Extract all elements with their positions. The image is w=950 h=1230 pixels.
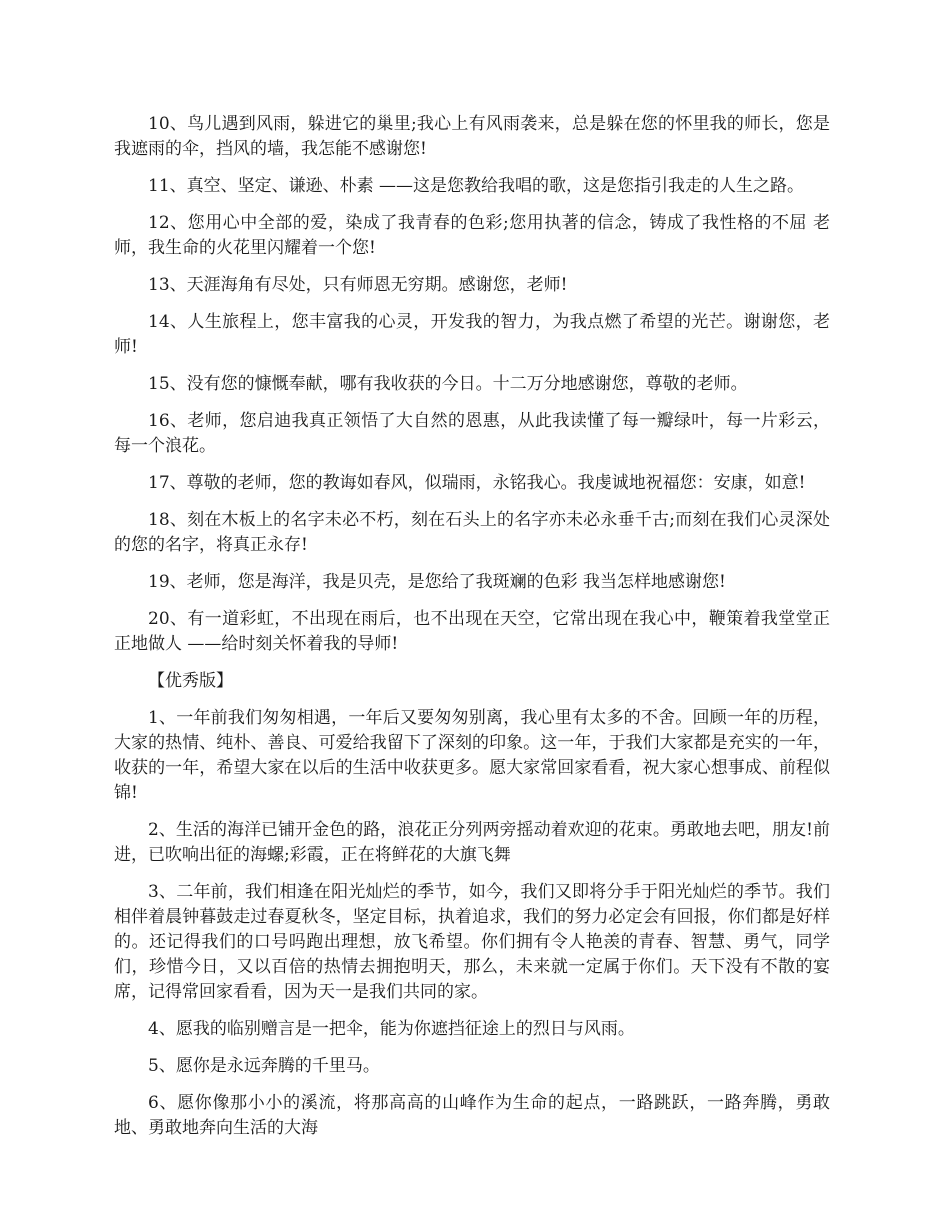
paragraph: 1、一年前我们匆匆相遇，一年后又要匆匆别离，我心里有太多的不舍。回顾一年的历程，大家的热情、纯朴、善良、可爱给我留下了深刻的印象。这一年，于我们大家都是充实的一年，收获的一年，希望大家在以后的生活中收获更多。愿大家常回家看看，祝大家心想事成、前程似锦!: [114, 708, 830, 803]
paragraph: 17、尊敬的老师，您的教诲如春风，似瑞雨，永铭我心。我虔诚地祝福您：安康，如意!: [148, 473, 806, 493]
paragraph: 4、愿我的临别赠言是一把伞，能为你遮挡征途上的烈日与风雨。: [148, 1019, 635, 1039]
paragraph: 12、您用心中全部的爱，染成了我青春的色彩;您用执著的信念，铸成了我性格的不屈 老师，我生命的火花里闪耀着一个您!: [114, 213, 830, 258]
section-heading: 【优秀版】: [148, 671, 233, 691]
paragraph: 20、有一道彩虹，不出现在雨后，也不出现在天空，它常出现在我心中，鞭策着我堂堂正正地做人 ——给时刻关怀着我的导师!: [114, 609, 830, 654]
paragraph: 18、刻在木板上的名字未必不朽，刻在石头上的名字亦未必永垂千古;而刻在我们心灵深处的您的名字，将真正永存!: [114, 510, 830, 555]
paragraph: 19、老师，您是海洋，我是贝壳，是您给了我斑斓的色彩 我当怎样地感谢您!: [148, 572, 726, 592]
paragraph: 10、鸟儿遇到风雨，躲进它的巢里;我心上有风雨袭来，总是躲在您的怀里我的师长，您是我遮雨的伞，挡风的墙，我怎能不感谢您!: [114, 114, 830, 159]
paragraph: 6、愿你像那小小的溪流，将那高高的山峰作为生命的起点，一路跳跃，一路奔腾，勇敢地、勇敢地奔向生活的大海: [114, 1093, 830, 1138]
paragraph: 2、生活的海洋已铺开金色的路，浪花正分列两旁摇动着欢迎的花束。勇敢地去吧，朋友!前进，已吹响出征的海螺;彩霞，正在将鲜花的大旗飞舞: [114, 820, 830, 865]
paragraph: 3、二年前，我们相逢在阳光灿烂的季节，如今，我们又即将分手于阳光灿烂的季节。我们相伴着晨钟暮鼓走过春夏秋冬，坚定目标，执着追求，我们的努力必定会有回报，你们都是好样的。还记得我们的口号吗跑出理想，放飞希望。你们拥有令人艳羡的青春、智慧、勇气，同学们，珍惜今日，又以百倍的热情去拥抱明天，那么，未来就一定属于你们。天下没有不散的宴席，记得常回家看看，因为天一是我们共同的家。: [114, 882, 830, 1002]
paragraph: 15、没有您的慷慨奉献，哪有我收获的今日。十二万分地感谢您，尊敬的老师。: [148, 374, 748, 394]
document-body: [114, 112, 830, 1153]
paragraph: 14、人生旅程上，您丰富我的心灵，开发我的智力，为我点燃了希望的光芒。谢谢您，老师!: [114, 312, 830, 357]
paragraph: 5、愿你是永远奔腾的千里马。: [148, 1056, 380, 1076]
paragraph: 11、真空、坚定、谦逊、朴素 ——这是您教给我唱的歌，这是您指引我走的人生之路。: [148, 176, 805, 196]
paragraph: 13、天涯海角有尽处，只有师恩无穷期。感谢您，老师!: [148, 275, 568, 295]
paragraph: 16、老师，您启迪我真正领悟了大自然的恩惠，从此我读懂了每一瓣绿叶，每一片彩云，每一个浪花。: [114, 411, 830, 456]
